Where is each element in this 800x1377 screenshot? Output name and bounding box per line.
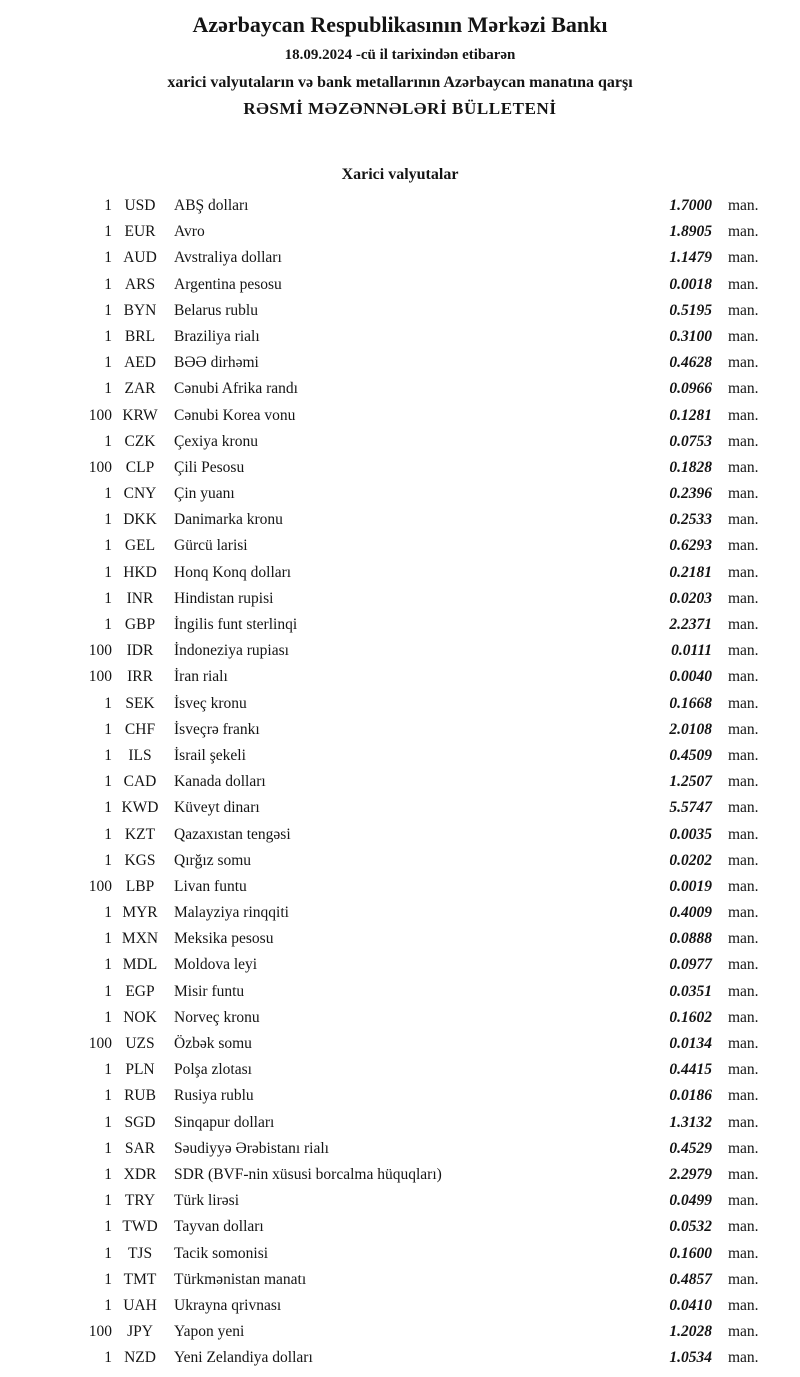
currency-row [0, 403, 800, 429]
currency-nominal: 1 [104, 694, 112, 712]
currency-code: KRW [122, 406, 158, 424]
currency-row [0, 1267, 800, 1293]
currency-nominal: 1 [104, 1296, 112, 1314]
currency-name: SDR (BVF-nin xüsusi borcalma hüquqları) [174, 1165, 442, 1183]
currency-nominal: 1 [104, 1270, 112, 1288]
currency-row [0, 1057, 800, 1083]
currency-row [0, 245, 800, 271]
currency-unit: man. [728, 1323, 759, 1341]
currency-rate: 2.2979 [669, 1165, 712, 1183]
currency-rate: 0.0888 [669, 930, 712, 948]
currency-nominal: 1 [104, 1139, 112, 1157]
currency-unit: man. [728, 458, 759, 476]
currency-code: MXN [121, 930, 159, 948]
currency-row [0, 1241, 800, 1267]
currency-nominal: 1 [104, 982, 112, 1000]
currency-name: Kanada dolları [174, 773, 266, 791]
currency-code: RUB [124, 1087, 156, 1105]
currency-rate: 1.0534 [669, 1349, 712, 1367]
currency-code: TMT [123, 1270, 157, 1288]
currency-code: ZAR [124, 380, 156, 398]
currency-row [0, 324, 800, 350]
currency-nominal: 1 [104, 589, 112, 607]
currency-code: KWD [121, 799, 159, 817]
currency-name: Gürcü larisi [174, 537, 248, 555]
currency-code: KZT [124, 825, 156, 843]
currency-unit: man. [728, 511, 759, 529]
currency-row [0, 1083, 800, 1109]
currency-rate: 0.4857 [669, 1270, 712, 1288]
currency-code: CAD [123, 773, 157, 791]
currency-nominal: 100 [88, 1323, 112, 1341]
currency-code: DKK [123, 511, 157, 529]
currency-name: Moldova leyi [174, 956, 258, 974]
currency-rate: 2.2371 [669, 616, 712, 633]
currency-row [0, 1162, 800, 1188]
currency-row [0, 717, 800, 743]
currency-name: ABŞ dolları [174, 197, 249, 214]
currency-rate: 0.0202 [669, 851, 712, 869]
currency-nominal: 1 [104, 851, 112, 869]
currency-code: XDR [123, 1165, 157, 1183]
currency-rate: 5.5747 [669, 799, 712, 817]
currency-rate: 0.5195 [669, 301, 712, 319]
currency-rate: 0.2533 [669, 511, 712, 529]
currency-nominal: 1 [104, 1061, 112, 1079]
currency-nominal: 100 [88, 877, 112, 895]
currency-code: NOK [123, 1008, 157, 1026]
currency-rate: 0.2181 [669, 563, 712, 581]
currency-code: GEL [124, 537, 156, 555]
currency-rate: 0.0040 [669, 668, 712, 686]
currency-name: Tayvan dolları [174, 1218, 264, 1236]
currency-unit: man. [728, 930, 759, 948]
currency-code: MDL [122, 956, 158, 974]
currency-name: Cənubi Korea vonu [174, 406, 296, 424]
currency-nominal: 1 [104, 1165, 112, 1183]
currency-code: SEK [125, 694, 155, 712]
currency-rate: 0.1602 [669, 1008, 712, 1026]
currency-rate: 0.4529 [669, 1139, 712, 1157]
currency-unit: man. [728, 1270, 759, 1288]
currency-name: Danimarka kronu [174, 511, 283, 529]
currency-code: TWD [122, 1218, 158, 1236]
currency-unit: man. [728, 537, 759, 555]
currency-row [0, 979, 800, 1005]
currency-unit: man. [728, 1296, 759, 1314]
currency-code: EUR [124, 223, 156, 241]
currency-code: CHF [124, 720, 156, 738]
bank-title: Azərbaycan Respublikasının Mərkəzi Bankı [192, 12, 608, 37]
currency-rate: 0.0532 [669, 1218, 712, 1236]
currency-name: İsveç kronu [174, 694, 247, 712]
currency-nominal: 1 [104, 1244, 112, 1262]
currency-nominal: 1 [104, 537, 112, 555]
currency-code: BYN [123, 301, 157, 319]
currency-rate: 1.1479 [669, 249, 712, 267]
currency-nominal: 1 [104, 1192, 112, 1210]
currency-rate: 0.0753 [669, 432, 712, 450]
currency-name: İsveçrə frankı [174, 720, 260, 738]
currency-unit: man. [728, 1165, 759, 1183]
currency-row [0, 429, 800, 455]
currency-rate: 0.1600 [669, 1244, 712, 1262]
currency-unit: man. [728, 1192, 759, 1210]
currency-row [0, 900, 800, 926]
currency-unit: man. [728, 851, 759, 869]
currency-rate: 1.8905 [669, 223, 712, 241]
currency-name: Çin yuanı [174, 485, 235, 503]
currency-nominal: 1 [104, 1113, 112, 1131]
currency-code: TJS [127, 1244, 153, 1262]
currency-rate: 1.7000 [669, 197, 712, 214]
currency-rate: 1.2028 [669, 1323, 712, 1341]
currency-nominal: 1 [104, 197, 112, 214]
currency-rate: 0.1668 [669, 694, 712, 712]
currency-nominal: 100 [88, 642, 112, 660]
currency-unit: man. [728, 1113, 759, 1131]
currency-name: Rusiya rublu [174, 1087, 254, 1105]
currency-rate: 0.4628 [669, 354, 712, 372]
currency-unit: man. [728, 616, 759, 633]
currency-nominal: 1 [104, 799, 112, 817]
currency-name: Malayziya rinqqiti [174, 904, 289, 922]
currency-row [0, 1293, 800, 1319]
currency-name: Cənubi Afrika randı [174, 380, 298, 398]
bulletin-subtitle: xarici valyutaların və bank metallarının Azərbaycan manatına qarşı [167, 74, 633, 91]
currency-unit: man. [728, 799, 759, 817]
currency-rate: 2.0108 [669, 720, 712, 738]
currency-rate: 0.0111 [671, 642, 712, 660]
currency-name: Sinqapur dolları [174, 1113, 275, 1131]
currency-name: Qırğız somu [174, 851, 252, 869]
currency-rate: 0.0134 [669, 1035, 712, 1052]
currency-nominal: 1 [104, 720, 112, 738]
currency-nominal: 1 [104, 380, 112, 398]
currency-unit: man. [728, 720, 759, 738]
currency-nominal: 1 [104, 616, 112, 633]
currency-unit: man. [728, 1035, 759, 1052]
currency-nominal: 1 [104, 354, 112, 372]
currency-row [0, 743, 800, 769]
currency-nominal: 1 [104, 511, 112, 529]
currency-row [0, 638, 800, 664]
currency-unit: man. [728, 773, 759, 791]
currency-nominal: 100 [88, 668, 112, 686]
currency-unit: man. [728, 956, 759, 974]
currency-rate: 0.0351 [669, 982, 712, 1000]
currency-unit: man. [728, 223, 759, 241]
currency-name: Norveç kronu [174, 1008, 260, 1026]
currency-nominal: 1 [104, 956, 112, 974]
currency-name: Türkmənistan manatı [174, 1270, 307, 1288]
currency-rate: 0.4509 [669, 746, 712, 764]
currency-row [0, 691, 800, 717]
currency-unit: man. [728, 327, 759, 345]
currency-nominal: 1 [104, 930, 112, 948]
currency-nominal: 1 [104, 275, 112, 293]
currency-unit: man. [728, 354, 759, 372]
currency-unit: man. [728, 249, 759, 267]
currency-name: Avro [174, 223, 205, 241]
currency-name: Polşa zlotası [174, 1061, 252, 1079]
currency-name: İngilis funt sterlinqi [174, 616, 298, 633]
currency-nominal: 1 [104, 327, 112, 345]
currency-name: BƏƏ dirhəmi [174, 354, 259, 372]
currency-unit: man. [728, 1061, 759, 1079]
currency-unit: man. [728, 1218, 759, 1236]
currency-nominal: 100 [88, 458, 112, 476]
currency-unit: man. [728, 746, 759, 764]
currency-unit: man. [728, 668, 759, 686]
currency-code: ARS [124, 275, 156, 293]
currency-unit: man. [728, 1139, 759, 1157]
currency-name: Yeni Zelandiya dolları [174, 1349, 313, 1367]
currency-unit: man. [728, 877, 759, 895]
currency-nominal: 1 [104, 223, 112, 241]
currency-rate: 0.0186 [669, 1087, 712, 1105]
currency-row [0, 507, 800, 533]
bulletin-heading: RƏSMİ MƏZƏNNƏLƏRİ BÜLLETENİ [243, 99, 557, 118]
currency-nominal: 1 [104, 1087, 112, 1105]
currency-code: CNY [123, 485, 157, 503]
currency-row [0, 848, 800, 874]
currency-nominal: 1 [104, 301, 112, 319]
currency-row [0, 455, 800, 481]
currency-code: IRR [127, 668, 153, 686]
currency-unit: man. [728, 825, 759, 843]
currency-row [0, 1345, 800, 1371]
currency-code: USD [124, 197, 156, 214]
currency-unit: man. [728, 197, 759, 214]
currency-name: Honq Konq dolları [174, 563, 292, 581]
currency-row [0, 612, 800, 638]
currency-name: Yapon yeni [174, 1323, 245, 1341]
currency-unit: man. [728, 642, 759, 660]
currency-rate: 0.4009 [669, 904, 712, 922]
currency-rate: 0.0410 [669, 1296, 712, 1314]
currency-rate-list [0, 193, 800, 1371]
currency-nominal: 1 [104, 1218, 112, 1236]
currency-rate: 0.0499 [669, 1192, 712, 1210]
currency-row [0, 1188, 800, 1214]
currency-code: BRL [124, 327, 156, 345]
currency-name: Qazaxıstan tengəsi [174, 825, 291, 843]
currency-row [0, 193, 800, 219]
currency-rate: 0.6293 [669, 537, 712, 555]
currency-nominal: 1 [104, 1008, 112, 1026]
currency-unit: man. [728, 694, 759, 712]
currency-row [0, 769, 800, 795]
currency-nominal: 1 [104, 746, 112, 764]
currency-nominal: 1 [104, 1349, 112, 1367]
currency-unit: man. [728, 432, 759, 450]
currency-name: Özbək somu [174, 1035, 252, 1052]
currency-name: Ukrayna qrivnası [174, 1296, 282, 1314]
currency-row [0, 560, 800, 586]
currency-code: UAH [123, 1296, 157, 1314]
currency-code: CLP [125, 458, 155, 476]
currency-unit: man. [728, 275, 759, 293]
currency-code: NZD [124, 1349, 156, 1367]
currency-unit: man. [728, 589, 759, 607]
currency-code: GBP [124, 616, 156, 633]
currency-rate: 0.0019 [669, 877, 712, 895]
currency-nominal: 1 [104, 773, 112, 791]
currency-name: Misir funtu [174, 982, 245, 1000]
currency-name: Hindistan rupisi [174, 589, 274, 607]
currency-code: SGD [124, 1113, 156, 1131]
currency-row [0, 664, 800, 690]
currency-code: MYR [122, 904, 158, 922]
currency-unit: man. [728, 406, 759, 424]
section-title-foreign-currencies: Xarici valyutalar [341, 166, 459, 183]
currency-name: İndoneziya rupiası [174, 642, 289, 660]
currency-row [0, 272, 800, 298]
currency-code: JPY [127, 1323, 153, 1341]
currency-row [0, 1110, 800, 1136]
currency-row [0, 376, 800, 402]
currency-rate: 0.3100 [669, 327, 712, 345]
currency-rate: 1.3132 [669, 1113, 712, 1131]
currency-name: Braziliya rialı [174, 327, 260, 345]
currency-unit: man. [728, 982, 759, 1000]
currency-unit: man. [728, 301, 759, 319]
currency-row [0, 1136, 800, 1162]
currency-name: Küveyt dinarı [174, 799, 260, 817]
currency-name: Avstraliya dolları [174, 249, 282, 267]
currency-nominal: 1 [104, 825, 112, 843]
currency-code: PLN [125, 1061, 155, 1079]
currency-name: Argentina pesosu [174, 275, 282, 293]
currency-name: İsrail şekeli [174, 746, 246, 764]
currency-row [0, 350, 800, 376]
currency-code: ILS [128, 746, 152, 764]
currency-row [0, 822, 800, 848]
currency-unit: man. [728, 904, 759, 922]
currency-row [0, 1214, 800, 1240]
currency-unit: man. [728, 485, 759, 503]
currency-name: Tacik somonisi [174, 1244, 269, 1262]
currency-rate: 0.0966 [669, 380, 712, 398]
currency-nominal: 100 [88, 406, 112, 424]
currency-row [0, 1005, 800, 1031]
currency-name: Belarus rublu [174, 301, 258, 319]
currency-nominal: 1 [104, 485, 112, 503]
currency-row [0, 586, 800, 612]
currency-code: SAR [124, 1139, 156, 1157]
currency-row [0, 926, 800, 952]
currency-code: KGS [124, 851, 156, 869]
currency-row [0, 795, 800, 821]
currency-name: Çexiya kronu [174, 432, 258, 450]
currency-unit: man. [728, 1244, 759, 1262]
currency-unit: man. [728, 1008, 759, 1026]
currency-name: Səudiyyə Ərəbistanı rialı [174, 1139, 329, 1157]
currency-nominal: 100 [88, 1035, 112, 1052]
currency-code: INR [126, 589, 154, 607]
currency-unit: man. [728, 1087, 759, 1105]
currency-code: CZK [124, 432, 156, 450]
currency-name: Livan funtu [174, 877, 247, 895]
currency-code: IDR [126, 642, 154, 660]
currency-row [0, 952, 800, 978]
currency-unit: man. [728, 380, 759, 398]
currency-rate: 1.2507 [669, 773, 712, 791]
currency-name: İran rialı [174, 668, 228, 686]
currency-code: AUD [123, 249, 157, 267]
currency-row [0, 1031, 800, 1057]
currency-row [0, 298, 800, 324]
currency-rate: 0.2396 [669, 485, 712, 503]
currency-name: Çili Pesosu [174, 458, 245, 476]
currency-row [0, 533, 800, 559]
currency-rate: 0.0977 [669, 956, 712, 974]
currency-nominal: 1 [104, 432, 112, 450]
currency-unit: man. [728, 1349, 759, 1367]
currency-rate: 0.0018 [669, 275, 712, 293]
currency-unit: man. [728, 563, 759, 581]
effective-date-line: 18.09.2024 -cü il tarixindən etibarən [284, 47, 516, 63]
currency-code: TRY [124, 1192, 156, 1210]
currency-code: AED [124, 354, 156, 372]
currency-nominal: 1 [104, 904, 112, 922]
currency-row [0, 219, 800, 245]
currency-rate: 0.1828 [669, 458, 712, 476]
currency-rate: 0.0203 [669, 589, 712, 607]
currency-row [0, 481, 800, 507]
currency-rate: 0.4415 [669, 1061, 712, 1079]
currency-name: Türk lirəsi [174, 1192, 239, 1210]
currency-code: LBP [125, 877, 155, 895]
currency-row [0, 1319, 800, 1345]
currency-rate: 0.0035 [669, 825, 712, 843]
currency-code: EGP [125, 982, 155, 1000]
currency-nominal: 1 [104, 249, 112, 267]
currency-code: HKD [123, 563, 157, 581]
currency-row [0, 874, 800, 900]
currency-name: Meksika pesosu [174, 930, 274, 948]
currency-nominal: 1 [104, 563, 112, 581]
currency-code: UZS [125, 1035, 155, 1052]
currency-rate: 0.1281 [669, 406, 712, 424]
